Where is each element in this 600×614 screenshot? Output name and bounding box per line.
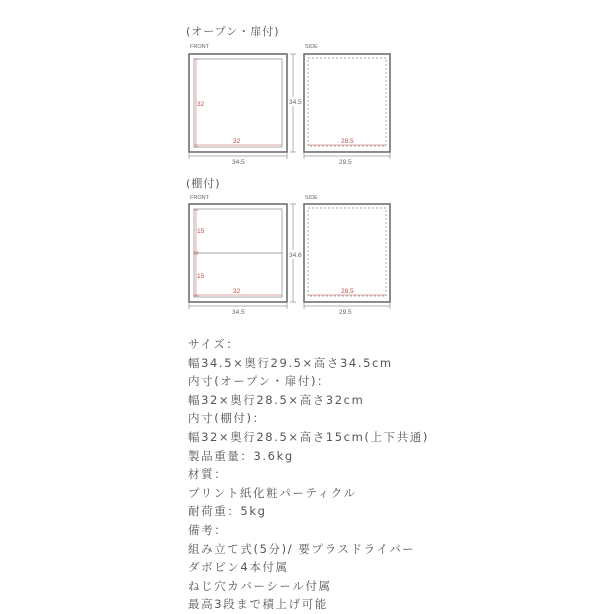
dim-inner-width: 32 [233, 288, 241, 295]
section-title-shelf: (棚付) [186, 177, 221, 190]
spec-note-assembly: 組み立て式(5分)/ 要プラスドライバー [188, 541, 416, 556]
dim-inner-height: 32 [197, 101, 205, 108]
spec-inner-shelf-label: 内寸(棚付)： [188, 411, 266, 426]
dim-inner-width: 32 [233, 138, 241, 145]
dim-outer-width: 34.5 [232, 309, 245, 316]
spec-note-cover-seal: ねじ穴カバーシール付属 [188, 578, 332, 593]
dim-lower-height: 15 [197, 273, 205, 280]
spec-list [188, 335, 588, 614]
side-label: SIDE [305, 44, 318, 50]
spec-size-value: 幅34.5×奥行29.5×高さ34.5cm [188, 355, 393, 370]
dim-inner-depth: 28.5 [341, 138, 354, 145]
dim-inner-depth: 28.5 [341, 288, 354, 295]
spec-inner-open-value: 幅32×奥行28.5×高さ32cm [188, 392, 365, 407]
spec-notes-label: 備考： [188, 522, 228, 537]
section-title-open-door: (オープン・扉付) [186, 25, 280, 38]
spec-material-value: プリント紙化粧パーティクル [188, 485, 357, 500]
diagram-open-door-side [304, 44, 390, 166]
side-label: SIDE [305, 195, 318, 201]
spec-size-label: サイズ： [188, 337, 240, 351]
spec-note-dowel: ダボピン4本付属 [188, 560, 289, 575]
front-label: FRONT [190, 195, 209, 201]
diagram-shelf-side [304, 195, 390, 316]
dim-outer-depth: 29.5 [339, 159, 352, 166]
diagram-shelf-front [189, 195, 302, 316]
spec-inner-shelf-value: 幅32×奥行28.5×高さ15cm(上下共通) [188, 429, 429, 444]
spec-inner-open-label: 内寸(オープン・扉付)： [188, 374, 331, 389]
dim-outer-depth: 29.5 [339, 309, 352, 316]
spec-note-stacking: 最高3段まで積上げ可能 [188, 597, 328, 612]
front-label: FRONT [190, 44, 209, 50]
dim-outer-width: 34.5 [232, 159, 245, 166]
dim-outer-height: 34.6 [289, 252, 302, 259]
spec-material-label: 材質： [188, 467, 228, 482]
spec-load-capacity: 耐荷重：5kg [188, 504, 267, 519]
diagram-open-door-front [189, 44, 302, 166]
spec-weight: 製品重量：3.6kg [188, 448, 294, 463]
dim-outer-height: 34.5 [289, 99, 302, 106]
dim-upper-height: 15 [197, 228, 205, 235]
